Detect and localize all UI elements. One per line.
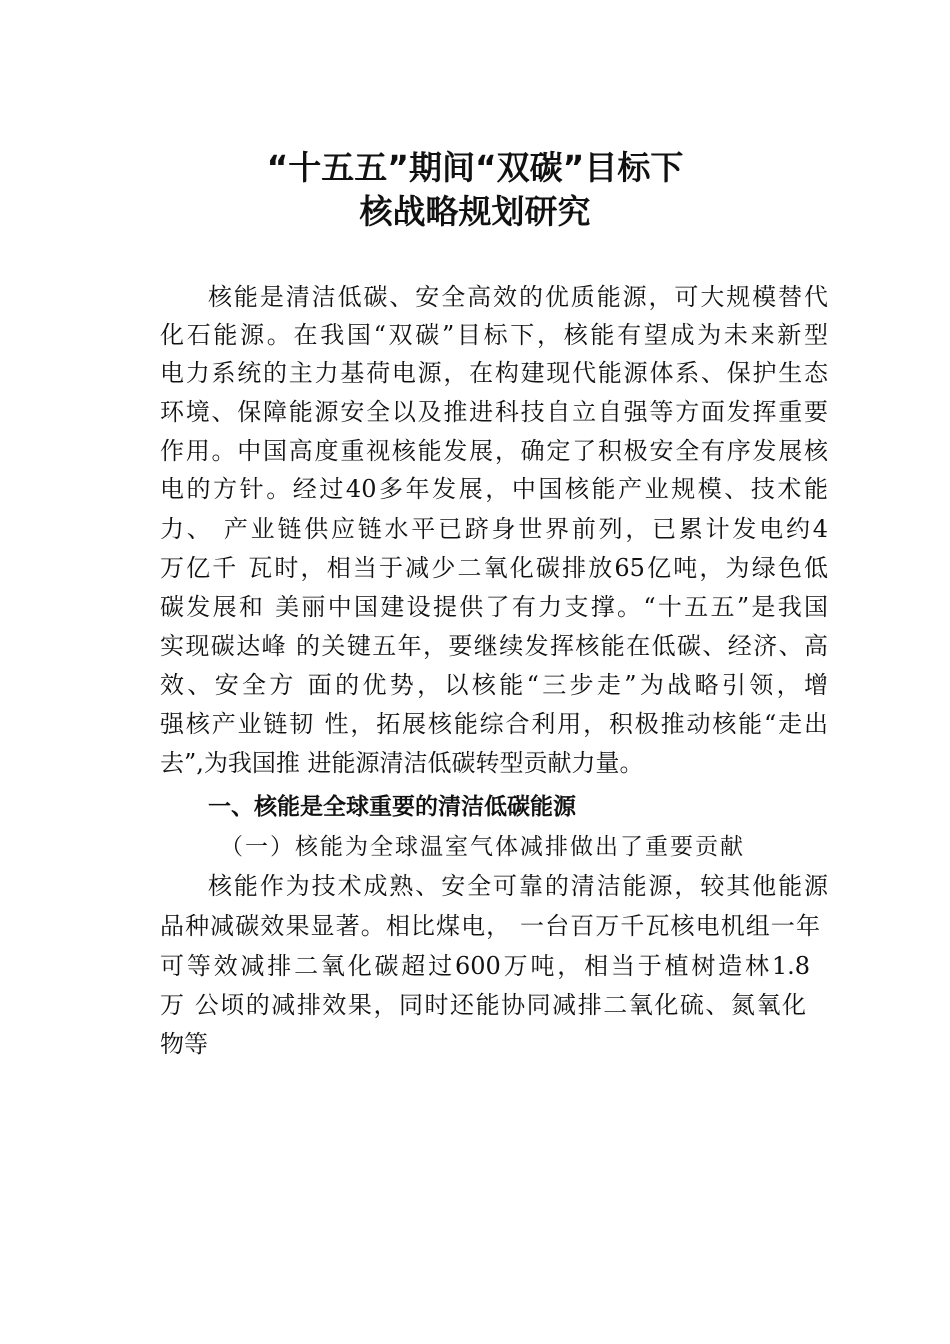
paragraph-line: 品种减碳效果显著。相比煤电， 一台百万千瓦核电机组一年	[160, 912, 820, 940]
paragraph-line: 作用。中国高度重视核能发展，确定了积极安全有序发展核	[160, 437, 828, 465]
paragraph-line: 碳发展和 美丽中国建设提供了有力支撑。“十五五”是我国	[160, 593, 828, 621]
paragraph-line: 可等效减排二氧化碳超过600万吨，相当于植树造林1.8	[160, 952, 810, 980]
paragraph-line: 力、 产业链供应链水平已跻身世界前列，已累计发电约4	[160, 515, 828, 543]
paragraph-line: 物等	[160, 1030, 208, 1058]
paragraph-line: 核能是清洁低碳、安全高效的优质能源，可大规模替代	[208, 283, 828, 311]
paragraph-line: 去”,为我国推 进能源清洁低碳转型贡献力量。	[160, 749, 644, 777]
paragraph-line: 核能作为技术成熟、安全可靠的清洁能源，较其他能源	[208, 872, 828, 900]
paragraph-line: 环境、保障能源安全以及推进科技自立自强等方面发挥重要	[160, 398, 828, 426]
paragraph-line: 电力系统的主力基荷电源，在构建现代能源体系、保护生态	[160, 359, 828, 387]
paragraph-line: 万亿千 瓦时，相当于减少二氧化碳排放65亿吨，为绿色低	[160, 554, 828, 582]
document-title-line-2: 核战略规划研究	[359, 192, 591, 231]
paragraph-line: 化石能源。在我国“双碳”目标下，核能有望成为未来新型	[160, 321, 828, 349]
subsection-heading: （一）核能为全球温室气体减排做出了重要贡献	[220, 834, 745, 860]
document-title-line-1: “十五五”期间“双碳”目标下	[266, 148, 684, 187]
paragraph-line: 实现碳达峰 的关键五年，要继续发挥核能在低碳、经济、高	[160, 632, 828, 660]
section-heading: 一、核能是全球重要的清洁低碳能源	[208, 794, 576, 820]
paragraph-line: 电的方针。经过40多年发展，中国核能产业规模、技术能	[160, 475, 828, 503]
paragraph-line: 万 公顷的减排效果，同时还能协同减排二氧化硫、氮氧化	[160, 991, 806, 1019]
paragraph-line: 强核产业链韧 性，拓展核能综合利用，积极推动核能“走出	[160, 710, 828, 738]
paragraph-line: 效、安全方 面的优势，以核能“三步走”为战略引领，增	[160, 671, 828, 699]
